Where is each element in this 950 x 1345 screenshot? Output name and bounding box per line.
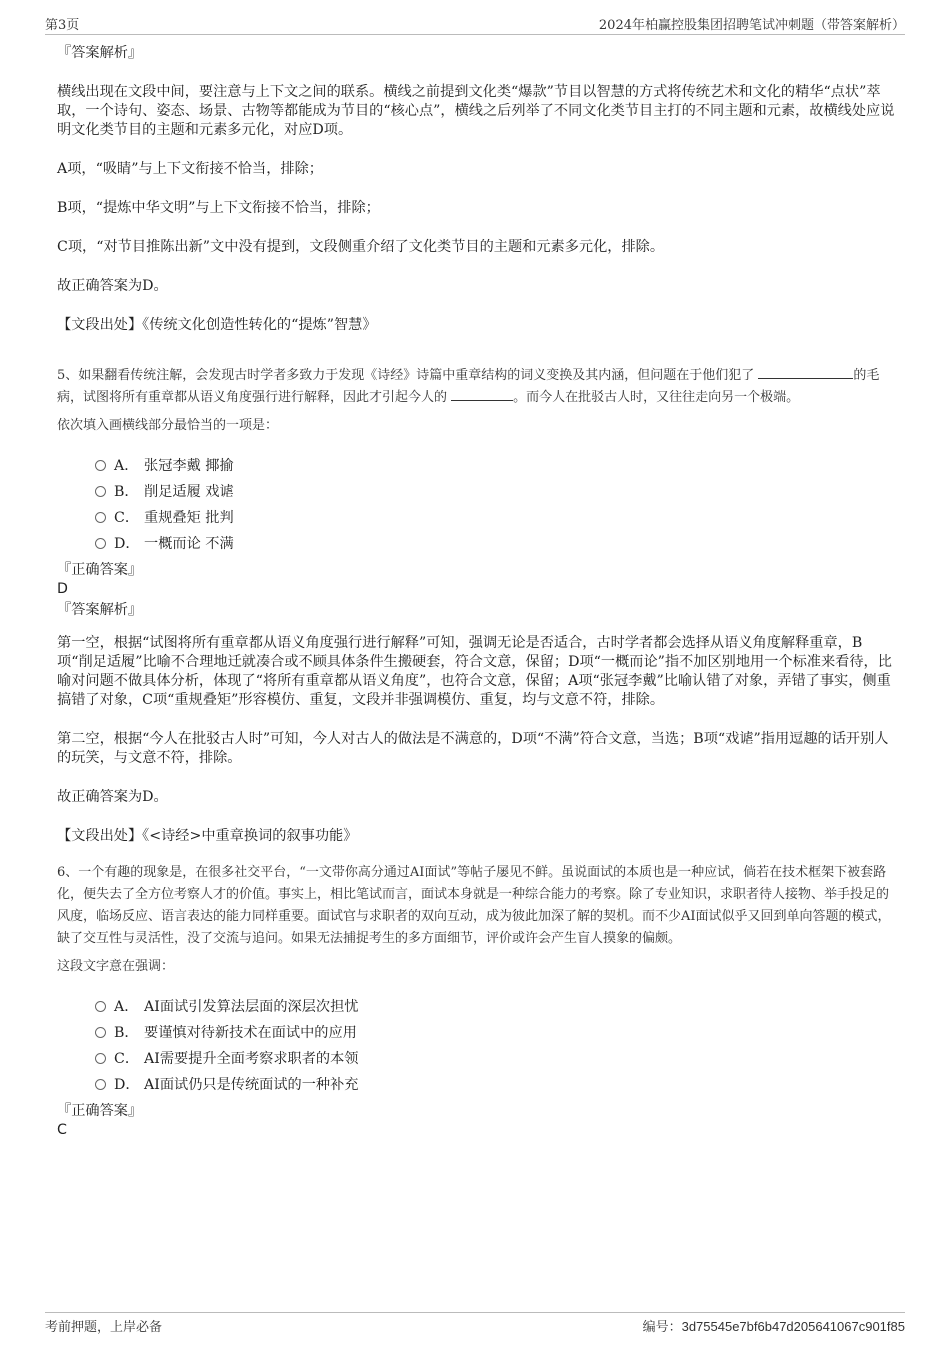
q5-blank-2 — [451, 387, 513, 401]
q5-source: 【文段出处】《<诗经>中重章换词的叙事功能》 — [57, 828, 358, 844]
q5-answer-tag: 『正确答案』 — [57, 562, 143, 578]
q5-option-a[interactable]: A． 张冠李戴 揶揄 — [95, 453, 897, 479]
q5-stem-part-2: 的毛病，试图将所有重章都从语义角度强行进行解释，因此才引起今人的 — [57, 368, 880, 405]
q5-analysis-paragraph-2: 第二空，根据“今人在批驳古人时”可知，今人对古人的做法是不满意的，D项“不满”符合文意，当选；B项“戏谑”指用逗趣的话开别人的玩笑，与文意不符，排除。 — [57, 731, 889, 766]
q6-prompt: 这段文字意在强调： — [57, 959, 175, 974]
q5-stem — [57, 365, 897, 409]
q4-analysis-tag: 『答案解析』 — [57, 45, 143, 61]
page-number: 第3页 — [45, 18, 80, 33]
q4-analysis-option-c: C项，“对节目推陈出新”文中没有提到，文段侧重介绍了文化类节目的主题和元素多元化，排除。 — [57, 239, 665, 255]
radio-icon[interactable] — [95, 1001, 106, 1012]
q6-option-a[interactable]: A． AI面试引发算法层面的深层次担忧 — [95, 994, 897, 1020]
q5-prompt: 依次填入画横线部分最恰当的一项是： — [57, 418, 279, 433]
q4-analysis-option-b: B项，“提炼中华文明”与上下文衔接不恰当，排除； — [57, 200, 380, 216]
q5-stem-part-3: 。而今人在批驳古人时，又往往走向另一个极端。 — [513, 390, 800, 405]
page-footer — [45, 1312, 905, 1335]
q5-option-b[interactable]: B． 削足适履 戏谑 — [95, 479, 897, 505]
q4-source: 【文段出处】《传统文化创造性转化的“提炼”智慧》 — [57, 317, 377, 333]
main-content — [57, 44, 897, 1142]
radio-icon[interactable] — [95, 1079, 106, 1090]
q5-option-c[interactable]: C． 重规叠矩 批判 — [95, 505, 897, 531]
radio-icon[interactable] — [95, 460, 106, 471]
page-header — [45, 14, 905, 35]
q6-option-c[interactable]: C． AI需要提升全面考察求职者的本领 — [95, 1046, 897, 1072]
document-code-value: 3d75545e7bf6b47d205641067c901f85 — [681, 1319, 905, 1334]
radio-icon[interactable] — [95, 486, 106, 497]
q5-blank-1 — [758, 365, 853, 379]
radio-icon[interactable] — [95, 1027, 106, 1038]
footer-slogan: 考前押题，上岸必备 — [45, 1320, 163, 1335]
q5-analysis-tag: 『答案解析』 — [57, 602, 143, 618]
q4-analysis-paragraph: 横线出现在文段中间，要注意与上下文之间的联系。横线之前提到文化类“爆款”节目以智慧的方式将传统艺术和文化的精华“点状”萃取，一个诗句、姿态、场景、古物等都能成为节目的“核心点”，横线之后列举了不同文化类节目主打的不同主题和元素，故横线处应说明文化类节目的主题和元素多元化，对应D项。 — [57, 84, 895, 138]
q5-answer: D — [57, 581, 68, 597]
q6-option-b[interactable]: B． 要谨慎对待新技术在面试中的应用 — [95, 1020, 897, 1046]
q6-stem: 6、一个有趣的现象是，在很多社交平台，“一文带你高分通过AI面试”等帖子屡见不鲜。虽说面试的本质也是一种应试，倘若在技术框架下被套路化，便失去了全方位考察人才的价值。事实上，相比笔试而言，面试本身就是一种综合能力的考察。除了专业知识，求职者待人接物、举手投足的风度，临场反应、语言表达的能力同样重要。面试官与求职者的双向互动，成为彼此加深了解的契机。而不少AI面试似乎又回到单向答题的模式，缺了交互性与灵活性，没了交流与追问。如果无法捕捉考生的多方面细节，评价或许会产生盲人摸象的偏颇。 — [57, 865, 891, 946]
radio-icon[interactable] — [95, 538, 106, 549]
radio-icon[interactable] — [95, 1053, 106, 1064]
q5-analysis-paragraph-1: 第一空，根据“试图将所有重章都从语义角度强行进行解释”可知，强调无论是否适合，古时学者都会选择从语义角度解释重章，B项“削足适履”比喻不合理地迁就凑合或不顾具体条件生搬硬套，符合文意，保留；D项“一概而论”指不加区别地用一个标准来看待，比喻对问题不做具体分析，体现了“将所有重章都从语义角度”，也符合文意，保留；A项“张冠李戴”比喻认错了对象，弄错了事实，侧重搞错了对象，C项“重规叠矩”形容模仿、重复，文段并非强调模仿、重复，均与文意不符，排除。 — [57, 635, 892, 708]
q6-options — [95, 994, 897, 1098]
radio-icon[interactable] — [95, 512, 106, 523]
document-code — [643, 1316, 905, 1335]
q6-option-d[interactable]: D． AI面试仍只是传统面试的一种补充 — [95, 1072, 897, 1098]
q4-conclusion: 故正确答案为D。 — [57, 278, 168, 294]
q4-analysis-option-a: A项，“吸睛”与上下文衔接不恰当，排除； — [57, 161, 323, 177]
q5-options — [95, 453, 897, 557]
document-title: 2024年柏赢控股集团招聘笔试冲刺题（带答案解析） — [598, 18, 905, 33]
q6-answer-tag: 『正确答案』 — [57, 1103, 143, 1119]
q5-conclusion: 故正确答案为D。 — [57, 789, 168, 805]
q6-answer: C — [57, 1122, 67, 1138]
q5-option-d[interactable]: D． 一概而论 不满 — [95, 531, 897, 557]
q5-stem-part-1: 5、如果翻看传统注解，会发现古时学者多致力于发现《诗经》诗篇中重章结构的词义变换及其内涵，但问题在于他们犯了 — [57, 368, 755, 383]
document-code-label: 编号： — [642, 1320, 682, 1335]
